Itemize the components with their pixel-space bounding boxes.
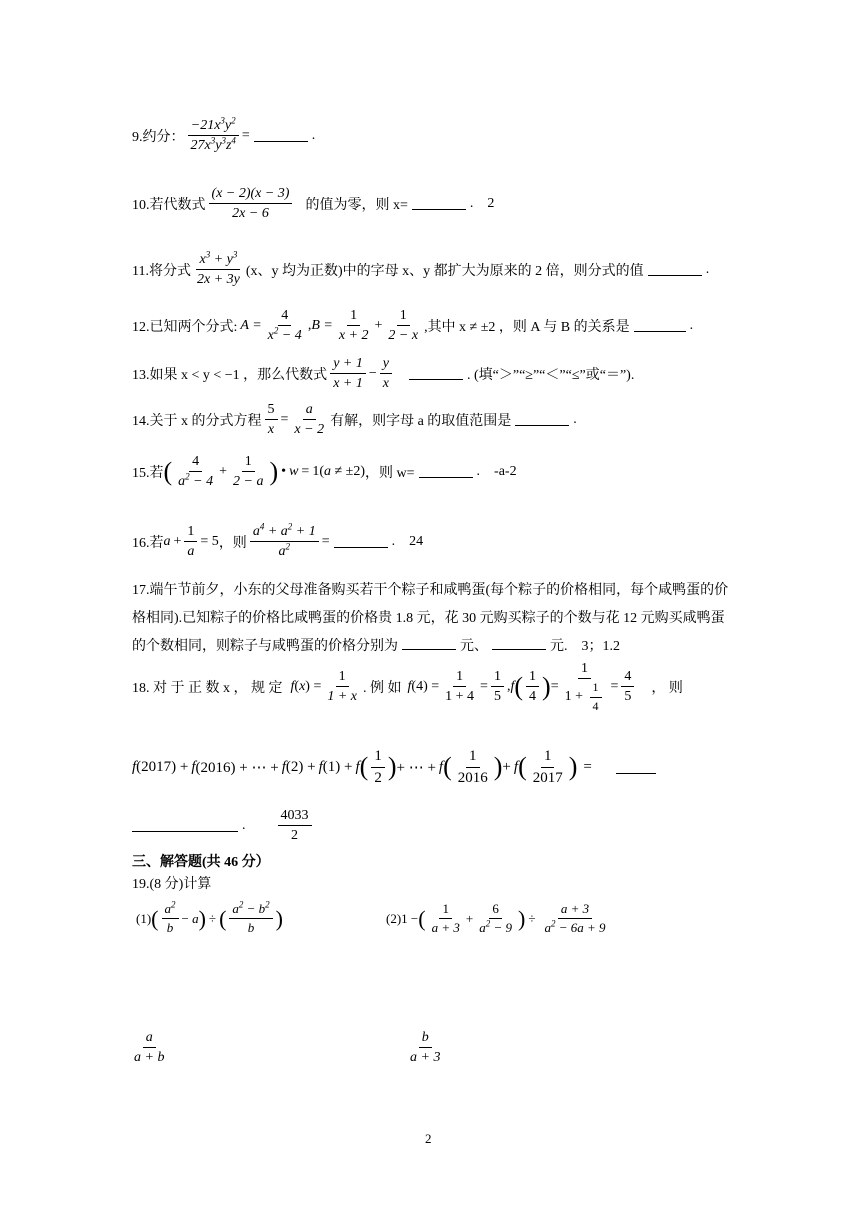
q12-text: ,其中 x ≠ ±2 ，则 A 与 B 的关系是 [424,319,630,335]
q18-answer: $\frac{4033}{2}$ [278,808,312,844]
question-13: 13.如果 x < y < −1 ，那么代数式 $\frac{y + 1}{x + 1}$ − $\frac{y}{x}$ . (填“＞”“≥”“＜”“≤”或“＝”). [132,356,635,392]
q14-label: 14.关于 x 的分式方程 [132,413,262,429]
question-19 [132,873,211,893]
q17-blank-2 [492,637,546,650]
q9-numerator: $-21x^3y^2$ [188,118,239,136]
question-17: 17.端午节前夕，小东的父母准备购买若干个粽子和咸鸭蛋(每个粽子的价格相同，每个咸鸭蛋的价格相同).已知粽子的价格比咸鸭蛋的价格贵 1.8 元，花 30 元购买粽子的个数与花 12 元购买咸鸭蛋的个数相同，则粽子与咸鸭蛋的价格分别为 元、 元. 3；1.2 [132,583,729,654]
q15-blank [419,465,473,478]
q16-blank [334,535,388,548]
q18-expression: f (2017) + f (2016) + ⋯ + f (2) + f (1) + f ( $\frac{1}{2}$ ) + ⋯ + f ( $\frac{1}{2016}$ ) + f ( $\frac{1}{2017}$ ) = [132,748,660,786]
q13-label: 13.如果 x < y < −1 ，那么代数式 [132,367,328,383]
q9-label: 9.约分： [132,129,185,145]
q19-part-2: (2) 1 − ( $\frac{1}{a + 3}$ + $\frac{6}{a^2 - 9}$ ) ÷ $\frac{a + 3}{a^2 - 6a + 9}$ [386,901,606,936]
q16-answer: 24 [409,533,424,549]
q17-answer: 3；1.2 [581,639,620,654]
q12-blank [634,319,686,332]
q9-denominator: $27x^3y^3z^4$ [190,135,236,154]
question-18: 18. 对 于 正 数 x ， 规 定 f (x) = $\frac{1}{1 + x}$ . 例 如 f (4) = $\frac{1}{1 + 4}$ = $\frac{1}{5}$ , f ( $\frac{1}{4}$ ) = 1 1 + $\frac{1}{4}$ = $\frac{4}{5}$ ， 则 [132,661,683,713]
q13-text: . (填“＞”“≥”“＜”“≤”或“＝”). [466,367,635,383]
question-10: 10.若代数式 $\frac{(x - 2)(x - 3)}{2x - 6}$ 的值为零，则 x= . 2 [132,186,495,222]
question-16: 16.若 a + $\frac{1}{a}$ = 5 ，则 $\frac{a^4 + a^2 + 1}{a^2}$ = . 24 [132,521,424,560]
q16-text: ，则 [218,535,247,551]
q10-answer: 2 [487,195,495,211]
q9-fraction [188,115,239,154]
q15-label: 15.若 [132,465,164,481]
q10-blank [412,197,466,210]
question-15: 15.若 ( $\frac{4}{a^2 - 4}$ + $\frac{1}{2 - a}$ ) • w = 1(a ≠ ±2) ，则 w= . -a-2 [132,454,517,490]
q15-answer: -a-2 [494,463,517,479]
q19-part-1: (1) ( $\frac{a^2}{b}$ − a ) ÷ ( $\frac{a^2 - b^2}{b}$ ) [136,899,283,936]
q12-label: 12.已知两个分式: [132,319,238,335]
q14-blank [515,413,569,426]
q11-label: 11.将分式 [132,263,191,279]
q19-answer-2: $\frac{b}{a + 3}$ [410,1030,441,1066]
q11-text: (x、y 均为正数)中的字母 x、y 都扩大为原来的 2 倍，则分式的值 [245,263,644,279]
q17-blank-1 [402,637,456,650]
q14-text: 有解，则字母 a 的取值范围是 [330,413,512,429]
section-title: 三、解答题(共 46 分） [132,855,270,870]
q18-example: . 例 如 [363,680,402,696]
q9-blank [254,129,308,142]
q18-then: ， 则 [651,680,683,696]
page-number: 2 [425,1131,432,1146]
q10-label: 10.若代数式 [132,197,206,213]
question-11: 11.将分式 $\frac{x^3 + y^3}{2x + 3y}$ (x、y 均为正数)中的字母 x、y 都扩大为原来的 2 倍，则分式的值 . [132,249,710,288]
q19-label: 19.(8 分)计算 [132,877,212,892]
question-12: 12.已知两个分式: A = $\frac{4}{x^2 - 4}$ , B = $\frac{1}{x + 2}$ + $\frac{1}{2 - x}$ ,其中 x ≠ ±2 ，则 A 与 B 的关系是 . [132,308,694,344]
q18-blank-b [132,819,238,832]
q18-blank-a [616,761,656,774]
q10-text: 的值为零，则 x= [305,197,408,213]
q13-blank [409,367,463,380]
q16-label: 16.若 [132,535,164,551]
question-14: 14.关于 x 的分式方程 $\frac{5}{x}$ = $\frac{a}{x - 2}$ 有解，则字母 a 的取值范围是 . [132,402,577,438]
question-9: 9.约分： $\frac{-21x^3y^2}{27x^3y^3z^4}$ = . [132,115,316,154]
q17-text: 17.端午节前夕，小东的父母准备购买若干个粽子和咸鸭蛋(每个粽子的价格相同，每个咸鸭蛋的价格相同).已知粽子的价格比咸鸭蛋的价格贵 1.8 元，花 30 元购买粽子的个数与花 12 元购买咸鸭蛋的个数相同，则粽子与咸鸭蛋的价格分别为 [132,583,729,654]
q11-fraction: $\frac{x^3 + y^3}{2x + 3y}$ [196,249,240,288]
q11-blank [648,263,702,276]
q18-label: 18. 对 于 正 数 x ， 规 定 [132,680,283,696]
q18-answer-row: . $\frac{4033}{2}$ [132,808,315,844]
q19-answer-1: $\frac{a}{a + b}$ [134,1030,165,1066]
q10-fraction: $\frac{(x - 2)(x - 3)}{2x - 6}$ [209,186,293,222]
q15-text: ，则 w= [365,465,415,481]
